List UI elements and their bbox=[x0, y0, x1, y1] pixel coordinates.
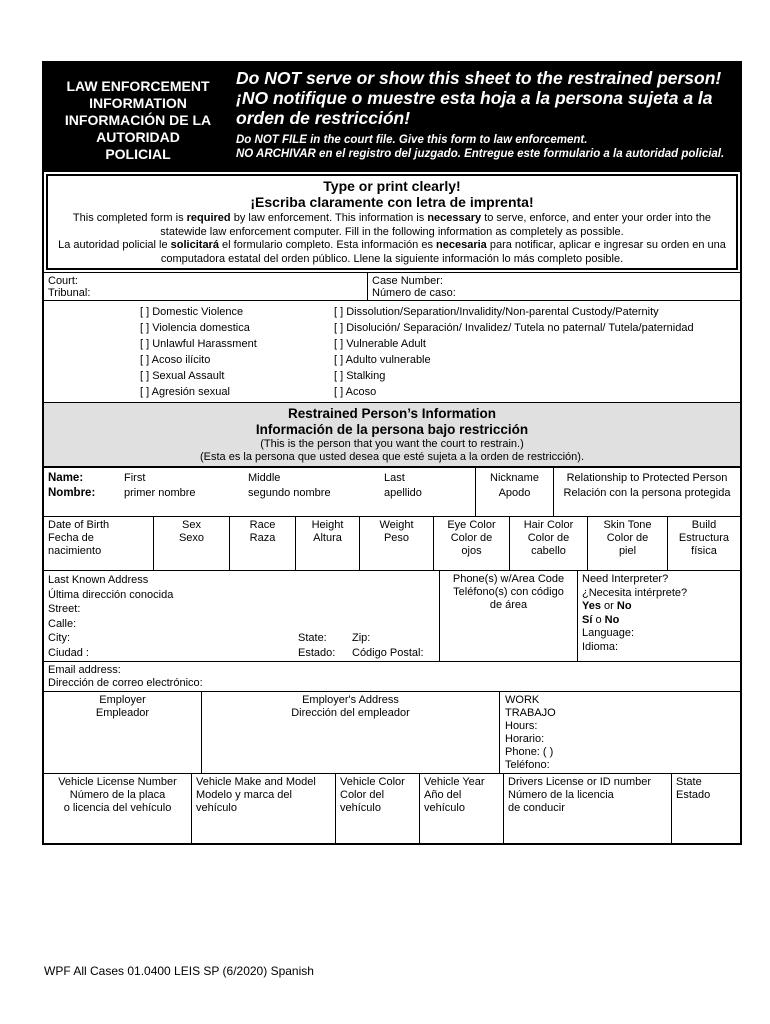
weight-field[interactable] bbox=[360, 517, 434, 570]
unlawful-harassment-checkbox-es[interactable]: [ ] Acoso ilícito bbox=[140, 354, 211, 366]
text: Height bbox=[311, 519, 344, 531]
text: para notificar, aplicar e ingresar su orden en una computadora estatal del orden público. Llene la siguiente información lo más completo posible. bbox=[160, 239, 726, 265]
section-subtitle-es: (Esta es la persona que usted desea que esté sujeta a la orden de restricción). bbox=[199, 451, 584, 463]
court-label: Court: bbox=[48, 275, 78, 287]
text: vehículo bbox=[196, 802, 237, 814]
last-name-field[interactable] bbox=[380, 468, 476, 516]
form-footer: WPF All Cases 01.0400 LEIS SP (6/2020) Spanish bbox=[44, 964, 314, 978]
email-row bbox=[44, 661, 740, 691]
court-row bbox=[44, 272, 740, 300]
text: Código Postal: bbox=[352, 646, 424, 659]
text: o bbox=[592, 613, 605, 626]
build-field[interactable] bbox=[668, 517, 740, 570]
name-label bbox=[44, 468, 120, 516]
text: TRABAJO bbox=[505, 707, 556, 719]
text: el formulario completo. Esta información es bbox=[218, 239, 437, 251]
domestic-violence-checkbox[interactable]: [ ] Domestic Violence bbox=[140, 306, 244, 318]
law-enforcement-header bbox=[44, 63, 740, 172]
restrained-person-section-title bbox=[44, 402, 740, 466]
text: Vehicle Make and Model bbox=[196, 776, 316, 788]
text: City: bbox=[48, 632, 70, 645]
text: Apodo bbox=[498, 487, 531, 499]
text: Relationship to Protected Person bbox=[566, 472, 728, 484]
text: Idioma: bbox=[582, 640, 619, 653]
dissolution-checkbox-es[interactable]: [ ] Disolución/ Separación/ Invalidez/ Tutela no paternal/ Tutela/paternidad bbox=[334, 322, 694, 334]
text: Drivers License or ID number bbox=[508, 776, 652, 788]
text: Estructura física bbox=[678, 532, 730, 557]
text: Build bbox=[691, 519, 717, 531]
text: ojos bbox=[461, 545, 482, 557]
text: Weight bbox=[379, 519, 414, 531]
case-types-right bbox=[334, 304, 694, 400]
domestic-violence-checkbox-es[interactable]: [ ] Violencia domestica bbox=[140, 322, 250, 334]
address-row bbox=[44, 570, 740, 661]
instructions-es bbox=[50, 239, 734, 266]
text: State: bbox=[298, 632, 327, 644]
vehicle-make-model-field[interactable] bbox=[192, 774, 336, 843]
text: Teléfono(s) con código bbox=[453, 586, 564, 598]
instructions-title-es: ¡Escriba claramente con letra de imprenta! bbox=[250, 194, 534, 210]
case-types-left bbox=[140, 304, 334, 400]
text: vehículo bbox=[340, 802, 381, 814]
section-subtitle-en: (This is the person that you want the court to restrain.) bbox=[260, 438, 524, 450]
case-number-label: Case Number: bbox=[372, 275, 443, 287]
dissolution-checkbox[interactable]: [ ] Dissolution/Separation/Invalidity/Non-parental Custody/Paternity bbox=[334, 306, 659, 318]
text: primer nombre bbox=[124, 487, 196, 499]
state-label bbox=[298, 631, 335, 660]
text: Sexo bbox=[178, 532, 205, 544]
sex-field[interactable] bbox=[154, 517, 230, 570]
text: Phone(s) w/Area Code bbox=[452, 573, 565, 585]
drivers-license-field[interactable] bbox=[504, 774, 672, 843]
vulnerable-adult-checkbox[interactable]: [ ] Vulnerable Adult bbox=[334, 338, 426, 350]
yes-no-option[interactable] bbox=[582, 600, 736, 614]
employer-field[interactable] bbox=[44, 692, 202, 773]
text: de área bbox=[489, 599, 528, 611]
text: First bbox=[124, 472, 146, 484]
race-field[interactable] bbox=[230, 517, 296, 570]
eye-color-field[interactable] bbox=[434, 517, 510, 570]
text: No bbox=[616, 600, 632, 612]
text: piel bbox=[618, 545, 637, 557]
text: Peso bbox=[383, 532, 410, 544]
text: Phone: ( ) bbox=[505, 746, 554, 758]
text: Ciudad : bbox=[48, 646, 89, 659]
text: Color de bbox=[450, 532, 493, 544]
header-line: INFORMATION bbox=[89, 95, 187, 111]
text: State bbox=[676, 776, 702, 788]
relationship-field[interactable] bbox=[554, 468, 740, 516]
physical-description-row bbox=[44, 516, 740, 570]
text: Horario: bbox=[505, 733, 545, 745]
text: Nombre: bbox=[48, 487, 96, 499]
text: by law enforcement. This information is bbox=[230, 212, 428, 224]
section-title-en: Restrained Person’s Information bbox=[287, 406, 497, 421]
stalking-checkbox-es[interactable]: [ ] Acoso bbox=[334, 386, 377, 398]
stalking-checkbox[interactable]: [ ] Stalking bbox=[334, 370, 386, 382]
text: Last Known Address bbox=[48, 574, 149, 586]
text: No bbox=[604, 613, 620, 626]
last-known-address-field[interactable] bbox=[44, 571, 440, 661]
instructions-en bbox=[50, 212, 734, 239]
warning-en: Do NOT serve or show this sheet to the restrained person! bbox=[236, 68, 722, 88]
text: Employer bbox=[99, 694, 146, 706]
text: Modelo y marca del bbox=[196, 789, 292, 801]
unlawful-harassment-checkbox[interactable]: [ ] Unlawful Harassment bbox=[140, 338, 257, 350]
nickname-field[interactable] bbox=[476, 468, 554, 516]
text: solicitará bbox=[170, 239, 219, 251]
zip-label bbox=[352, 631, 424, 660]
text: to serve, enforce, and enter your order into the statewide law enforcement computer. Fill in the following information as completely as possible. bbox=[160, 212, 712, 238]
text: Teléfono: bbox=[505, 759, 550, 771]
text: cabello bbox=[531, 545, 566, 557]
text: Color de bbox=[527, 532, 570, 544]
text: Need Interpreter? bbox=[582, 573, 669, 585]
employer-address-field[interactable] bbox=[202, 692, 500, 773]
text: Número de la licencia bbox=[508, 789, 614, 801]
case-number-label-es: Número de caso: bbox=[372, 287, 456, 299]
text: Estado bbox=[676, 789, 711, 801]
hair-color-field[interactable] bbox=[510, 517, 588, 570]
text: This completed form is bbox=[72, 212, 187, 224]
text: required bbox=[186, 212, 231, 224]
text: Empleador bbox=[95, 707, 150, 719]
first-name-field[interactable] bbox=[120, 468, 244, 516]
file-notice bbox=[236, 133, 732, 161]
text: necesaria bbox=[436, 239, 487, 251]
text: Name: bbox=[48, 472, 84, 484]
text: de conducir bbox=[508, 802, 565, 814]
text: Estado: bbox=[298, 646, 336, 659]
instructions-box bbox=[46, 174, 738, 270]
name-row bbox=[44, 466, 740, 516]
file-notice-en: Do NOT FILE in the court file. Give this form to law enforcement. bbox=[236, 134, 588, 146]
text: apellido bbox=[384, 487, 422, 499]
text: Color de bbox=[606, 532, 649, 544]
text: Dirección del empleador bbox=[291, 707, 410, 719]
header-line: INFORMACIÓN DE LA bbox=[64, 112, 212, 128]
header-line: LAW ENFORCEMENT bbox=[66, 78, 210, 94]
text: Skin Tone bbox=[603, 519, 652, 531]
text: Employer's Address bbox=[302, 694, 399, 706]
sexual-assault-checkbox[interactable]: [ ] Sexual Assault bbox=[140, 370, 225, 382]
sexual-assault-checkbox-es[interactable]: [ ] Agresión sexual bbox=[140, 386, 230, 398]
text: Vehicle Year bbox=[424, 776, 485, 788]
vulnerable-adult-checkbox-es[interactable]: [ ] Adulto vulnerable bbox=[334, 354, 431, 366]
tribunal-label: Tribunal: bbox=[48, 287, 91, 299]
text: Última dirección conocida bbox=[48, 588, 174, 601]
text: Raza bbox=[249, 532, 276, 544]
text: Eye Color bbox=[447, 519, 496, 531]
vehicle-license-field[interactable] bbox=[44, 774, 192, 843]
text: Zip: bbox=[352, 632, 371, 644]
text: Fecha de bbox=[48, 532, 94, 544]
work-contact-field[interactable] bbox=[500, 692, 740, 773]
height-field[interactable] bbox=[296, 517, 360, 570]
text: Hair Color bbox=[523, 519, 574, 531]
section-title-es: Información de la persona bajo restricción bbox=[255, 422, 529, 437]
text: Date of Birth bbox=[48, 519, 110, 531]
text: Sex bbox=[182, 519, 201, 531]
text: WORK bbox=[505, 694, 540, 706]
text: Hours: bbox=[505, 720, 538, 732]
instructions-title-en: Type or print clearly! bbox=[323, 178, 461, 194]
text: Vehicle Color bbox=[340, 776, 405, 788]
text: Yes bbox=[582, 600, 601, 612]
vehicle-year-field[interactable] bbox=[420, 774, 504, 843]
employer-row bbox=[44, 691, 740, 773]
case-type-checkboxes bbox=[44, 300, 740, 402]
text: Dirección de correo electrónico: bbox=[48, 676, 203, 689]
text: Color del bbox=[340, 789, 385, 801]
vehicle-color-field[interactable] bbox=[336, 774, 420, 843]
header-line: POLICIAL bbox=[105, 146, 171, 162]
text: o licencia del vehículo bbox=[63, 802, 172, 814]
text: Street: bbox=[48, 603, 81, 616]
text: Language: bbox=[582, 627, 634, 639]
dob-field[interactable] bbox=[44, 517, 154, 570]
text: Email address: bbox=[48, 664, 121, 676]
middle-name-field[interactable] bbox=[244, 468, 380, 516]
file-notice-es: NO ARCHIVAR en el registro del juzgado. Entregue este formulario a la autoridad policial. bbox=[236, 148, 725, 160]
restrained-person-form bbox=[42, 61, 742, 845]
license-state-field[interactable] bbox=[672, 774, 740, 843]
text: ¿Necesita intérprete? bbox=[582, 586, 688, 599]
warning-es: ¡NO notifique o muestre esta hoja a la persona sujeta a la orden de restricción! bbox=[236, 88, 713, 128]
warning-text bbox=[232, 63, 740, 172]
text: Número de la placa bbox=[69, 789, 166, 801]
text: Nickname bbox=[490, 472, 539, 484]
text: Sí bbox=[582, 613, 593, 626]
text: Calle: bbox=[48, 617, 77, 630]
email-field[interactable] bbox=[44, 662, 740, 691]
text: or bbox=[600, 600, 617, 612]
si-no-option[interactable] bbox=[582, 614, 736, 628]
header-line: AUTORIDAD bbox=[96, 129, 180, 145]
text: necessary bbox=[427, 212, 482, 224]
text: Last bbox=[384, 472, 405, 484]
text: segundo nombre bbox=[248, 487, 331, 499]
text: La autoridad policial le bbox=[58, 239, 171, 251]
text: Vehicle License Number bbox=[58, 776, 177, 788]
text: nacimiento bbox=[48, 545, 102, 557]
interpreter-field[interactable] bbox=[578, 571, 740, 661]
vehicle-row bbox=[44, 773, 740, 843]
text: Altura bbox=[313, 532, 342, 544]
text: Middle bbox=[248, 472, 281, 484]
text: Relación con la persona protegida bbox=[563, 487, 731, 499]
court-field[interactable] bbox=[44, 273, 368, 300]
case-number-field[interactable] bbox=[368, 273, 740, 300]
text: Año del bbox=[424, 789, 462, 801]
law-enforcement-info-label bbox=[44, 63, 232, 172]
text: Race bbox=[249, 519, 276, 531]
text: vehículo bbox=[424, 802, 465, 814]
skin-tone-field[interactable] bbox=[588, 517, 668, 570]
phone-field[interactable] bbox=[440, 571, 578, 661]
